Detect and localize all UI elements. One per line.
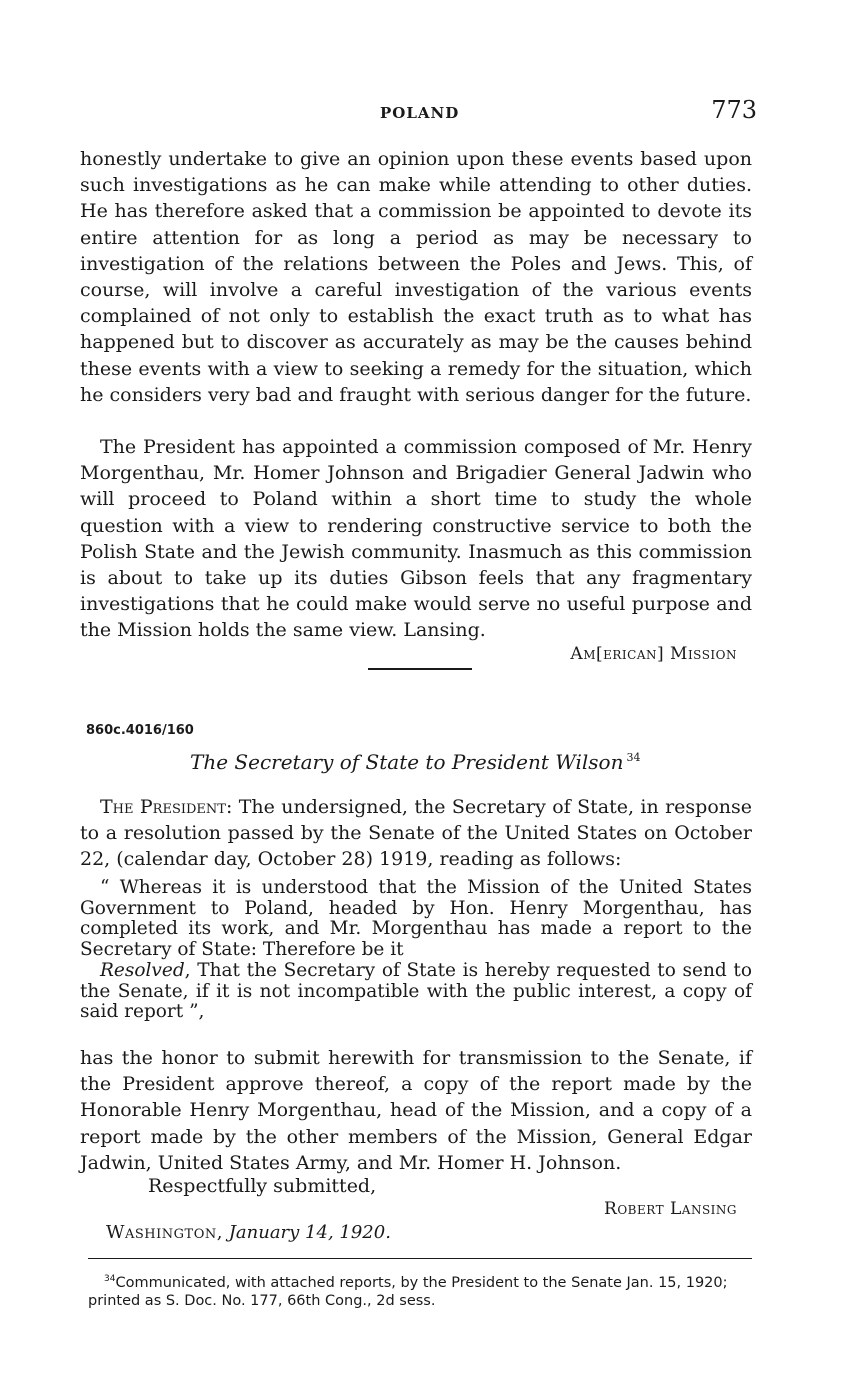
closing-line: Respectfully submitted, <box>148 1175 377 1197</box>
body-paragraph-3 <box>80 794 752 873</box>
resolution-quote <box>80 878 752 1023</box>
footnote-reference: 34 <box>626 751 641 765</box>
date: January 14, 1920. <box>228 1222 391 1243</box>
document-title-text: The Secretary of State to President Wilson <box>190 750 624 774</box>
paragraph-3-text: The undersigned, the Secretary of State, in response to a resolution passed by the Senate of the United States on October 22, (calendar day, October 28) 1919, reading as follows: <box>80 796 752 871</box>
resolved-lead: Resolved <box>100 959 185 981</box>
quote-whereas: “ Whereas it is understood that the Mission of the United States Government to Poland, headed by Hon. Henry Morgenthau, has completed its work, and Mr. Morgenthau has made a report to the Secretary of State: Therefore be it <box>80 877 752 961</box>
signature-american-mission: Am[erican] Mission <box>570 644 737 664</box>
document-page <box>80 0 757 1379</box>
place: Washington, <box>106 1222 223 1243</box>
footnote-rule <box>88 1258 752 1259</box>
footnote-marker: 34 <box>104 1274 116 1284</box>
salutation: The President: <box>100 796 233 818</box>
resolved-text: , That the Secretary of State is hereby requested to send to the Senate, if it is not incompatible with the public interest, a copy of said report ”, <box>80 959 752 1023</box>
body-paragraph-4: has the honor to submit herewith for transmission to the Senate, if the President approve thereof, a copy of the report made by the Honorable Henry Morgenthau, head of the Mission, and a copy of a report made by the other members of the Mission, General Edgar Jadwin, United States Army, and Mr. Homer H. Johnson. <box>80 1047 752 1174</box>
running-title: POLAND <box>380 104 460 122</box>
quote-resolved <box>80 961 752 1023</box>
running-header <box>80 96 757 126</box>
body-paragraph-1: honestly undertake to give an opinion upon these events based upon such investigations as he can make while attending to other duties. He has therefore asked that a commission be appointed to devote its entire attention for as long a period as may be necessary to investigation of the relations between the Poles and Jews. This, of course, will involve a careful investigation of the various events complained of not only to establish the exact truth as to what has happened but to discover as accurately as may be the causes behind these events with a view to seeking a remedy for the situation, which he considers very bad and fraught with serious danger for the future. <box>80 148 752 406</box>
place-and-date <box>106 1222 391 1243</box>
body-paragraph-2: The President has appointed a commission composed of Mr. Henry Morgenthau, Mr. Homer Johnson and Brigadier General Jadwin who will proceed to Poland within a short time to study the whole question with a view to rendering constructive service to both the Polish State and the Jewish community. Inasmuch as this commission is about to take up its duties Gibson feels that any fragmentary investigations that he could make would serve no useful purpose and the Mission holds the same view. Lansing. <box>80 436 752 642</box>
file-number: 860c.4016/160 <box>86 723 194 738</box>
document-title <box>190 750 640 774</box>
footnote-text: Communicated, with attached reports, by the President to the Senate Jan. 15, 1920; printed as S. Doc. No. 177, 66th Cong., 2d sess. <box>88 1274 728 1309</box>
footnote <box>88 1270 756 1310</box>
signature-robert-lansing: Robert Lansing <box>604 1199 737 1219</box>
page-number: 773 <box>711 96 757 124</box>
section-divider <box>368 668 472 670</box>
